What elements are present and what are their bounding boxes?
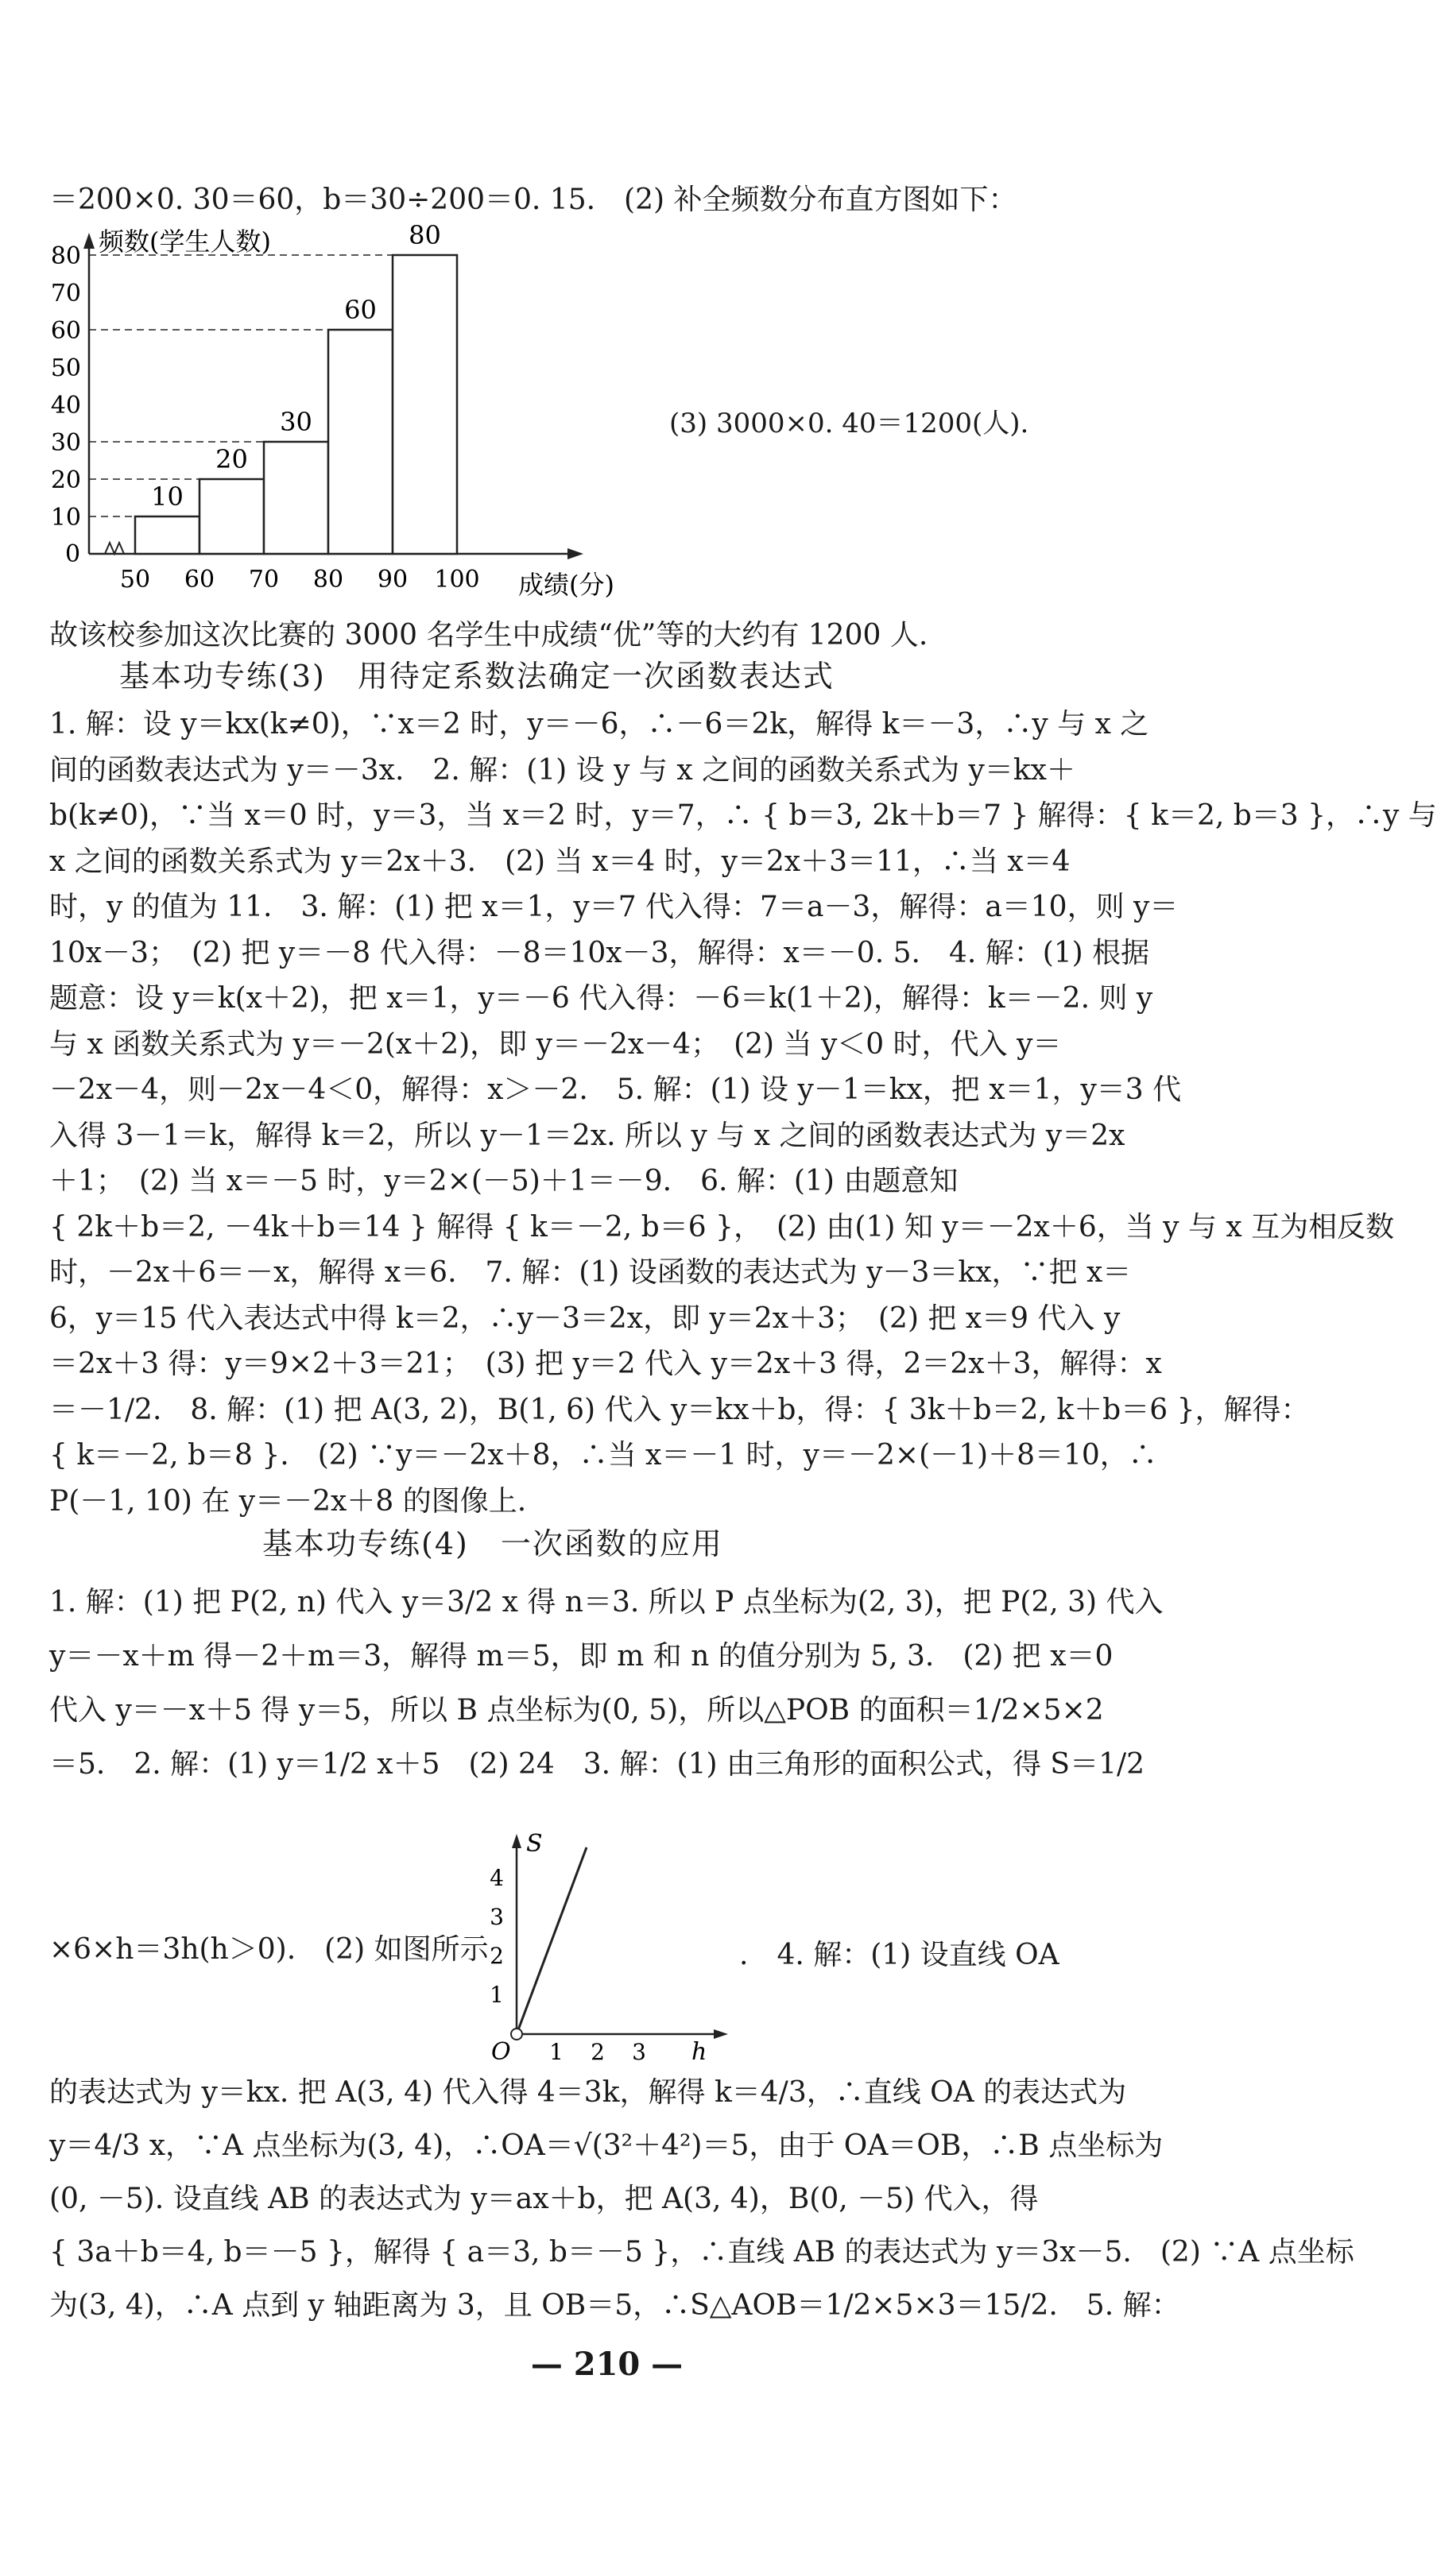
graph-y-tick-4: 4 bbox=[490, 1865, 504, 1891]
part3-text: (3) 3000×0. 40＝1200(人). bbox=[669, 408, 1029, 439]
x-tick-label: 90 bbox=[377, 566, 409, 594]
text-line: 间的函数表达式为 y＝－3x. 2. 解：(1) 设 y 与 x 之间的函数关系式为 y＝kx＋ bbox=[49, 753, 1075, 787]
text-line: { 3a＋b＝4, b＝－5 }，解得 { a＝3, b＝－5 }，∴直线 AB 的表达式为 y＝3x－5. (2) ∵A 点坐标 bbox=[49, 2236, 1354, 2269]
y-tick-label: 50 bbox=[50, 354, 81, 382]
bar-label: 10 bbox=[151, 482, 184, 512]
text-line: y＝－x＋m 得－2＋m＝3，解得 m＝5，即 m 和 n 的值分别为 5, 3. (2) 把 x＝0 bbox=[49, 1640, 1114, 1673]
text-line: P(－1, 10) 在 y＝－2x＋8 的图像上. bbox=[49, 1484, 527, 1518]
intro-line: ＝200×0. 30＝60，b＝30÷200＝0. 15. (2) 补全频数分布直方图如下： bbox=[49, 184, 1017, 216]
graph-y-arrow bbox=[512, 1834, 521, 1848]
bar bbox=[328, 330, 393, 554]
graph-y-tick-3: 3 bbox=[490, 1904, 504, 1930]
text-line: { 2k＋b＝2, －4k＋b＝14 } 解得 { k＝－2, b＝6 }， (2) 由(1) 知 y＝－2x＋6，当 y 与 x 互为相反数 bbox=[49, 1210, 1395, 1244]
graph-line bbox=[517, 1847, 587, 2034]
text-line: 与 x 函数关系式为 y＝－2(x＋2)，即 y＝－2x－4； (2) 当 y＜0 时，代入 y＝ bbox=[49, 1027, 1062, 1061]
x-tick-label: 70 bbox=[248, 566, 280, 594]
text-line: 10x－3； (2) 把 y＝－8 代入得：－8＝10x－3，解得：x＝－0. 5. 4. 解：(1) 根据 bbox=[49, 936, 1150, 969]
bar-label: 80 bbox=[409, 220, 441, 250]
text-line: y＝4/3 x，∵A 点坐标为(3, 4)，∴OA＝√(3²＋4²)＝5，由于 OA＝OB，∴B 点坐标为 bbox=[49, 2129, 1164, 2162]
graph-x-tick-2: 2 bbox=[591, 2039, 605, 2065]
mid-line-right: . 4. 解：(1) 设直线 OA bbox=[739, 1939, 1059, 1971]
graph-y-label: S bbox=[526, 1830, 543, 1858]
text-line: ＝5. 2. 解：(1) y＝1/2 x＋5 (2) 24 3. 解：(1) 由三角形的面积公式，得 S＝1/2 bbox=[49, 1748, 1145, 1781]
text-line: ＝2x＋3 得：y＝9×2＋3＝21； (3) 把 y＝2 代入 y＝2x＋3 得，2＝2x＋3，解得：x bbox=[49, 1348, 1162, 1380]
x-tick-label: 80 bbox=[312, 566, 344, 594]
bar-label: 60 bbox=[344, 295, 377, 325]
graph-x-label: h bbox=[691, 2038, 707, 2066]
y-tick-label: 60 bbox=[50, 317, 81, 345]
y-tick-label: 20 bbox=[50, 466, 81, 494]
bar bbox=[393, 255, 457, 554]
graph-x-tick-1: 1 bbox=[549, 2039, 564, 2065]
text-line: 入得 3－1＝k，解得 k＝2，所以 y－1＝2x. 所以 y 与 x 之间的函数表达式为 y＝2x bbox=[49, 1119, 1125, 1152]
text-line: 题意：设 y＝k(x＋2)，把 x＝1，y＝－6 代入得：－6＝k(1＋2)，解得：k＝－2. 则 y bbox=[49, 982, 1153, 1015]
s-h-graph bbox=[477, 1828, 731, 2066]
text-line: 1. 解：设 y＝kx(k≠0)，∵x＝2 时，y＝－6，∴－6＝2k，解得 k＝－3，∴y 与 x 之 bbox=[49, 708, 1149, 741]
graph-y-tick-2: 2 bbox=[490, 1943, 504, 1969]
x-tick-label: 100 bbox=[434, 566, 480, 594]
bar bbox=[199, 479, 264, 554]
text-line: { k＝－2, b＝8 }. (2) ∵y＝－2x＋8，∴当 x＝－1 时，y＝－2×(－1)＋8＝10，∴ bbox=[49, 1439, 1157, 1472]
text-line: ＋1； (2) 当 x＝－5 时，y＝2×(－5)＋1＝－9. 6. 解：(1) 由题意知 bbox=[49, 1165, 959, 1197]
graph-origin-label: O bbox=[491, 2038, 511, 2066]
text-line: 代入 y＝－x＋5 得 y＝5，所以 B 点坐标为(0, 5)，所以△POB 的面积＝1/2×5×2 bbox=[49, 1694, 1104, 1727]
graph-x-tick-3: 3 bbox=[632, 2039, 646, 2065]
text-line: 为(3, 4)，∴A 点到 y 轴距离为 3，且 OB＝5，∴S△AOB＝1/2×5×3＝15/2. 5. 解： bbox=[49, 2289, 1180, 2322]
x-tick-label: 60 bbox=[184, 566, 215, 594]
origin-label: 0 bbox=[65, 540, 81, 568]
x-axis-label: 成绩(分) bbox=[518, 570, 614, 600]
text-line: 时，－2x＋6＝－x，解得 x＝6. 7. 解：(1) 设函数的表达式为 y－3＝kx，∵把 x＝ bbox=[49, 1256, 1132, 1289]
histogram bbox=[32, 220, 614, 608]
section3-title: 基本功专练(3) 用待定系数法确定一次函数表达式 bbox=[119, 659, 835, 694]
conclusion: 故该校参加这次比赛的 3000 名学生中成绩“优”等的大约有 1200 人. bbox=[49, 619, 928, 652]
graph-origin-point bbox=[511, 2029, 522, 2040]
mid-line-left: ×6×h＝3h(h＞0). (2) 如图所示 bbox=[49, 1933, 489, 1966]
x-axis-arrow bbox=[567, 548, 583, 559]
text-line: x 之间的函数关系式为 y＝2x＋3. (2) 当 x＝4 时，y＝2x＋3＝11，∴当 x＝4 bbox=[49, 845, 1071, 878]
graph-x-arrow bbox=[714, 2029, 728, 2039]
text-line: －2x－4，则－2x－4＜0，解得：x＞－2. 5. 解：(1) 设 y－1＝kx，把 x＝1，y＝3 代 bbox=[49, 1073, 1182, 1106]
text-line: b(k≠0)，∵当 x＝0 时，y＝3，当 x＝2 时，y＝7，∴ { b＝3, 2k＋b＝7 } 解得：{ k＝2, b＝3 }，∴y 与 bbox=[49, 799, 1437, 832]
text-line: 1. 解：(1) 把 P(2, n) 代入 y＝3/2 x 得 n＝3. 所以 P 点坐标为(2, 3)，把 P(2, 3) 代入 bbox=[49, 1586, 1164, 1619]
bar bbox=[135, 516, 199, 554]
bar-label: 30 bbox=[280, 407, 312, 437]
y-tick-label: 70 bbox=[50, 280, 81, 307]
graph-y-tick-1: 1 bbox=[490, 1982, 504, 2008]
section4-title: 基本功专练(4) 一次函数的应用 bbox=[262, 1526, 723, 1561]
bar bbox=[264, 442, 328, 554]
bar-label: 20 bbox=[215, 444, 248, 474]
y-tick-label: 30 bbox=[50, 429, 81, 457]
y-axis-label: 频数(学生人数) bbox=[99, 226, 271, 257]
text-line: (0, －5). 设直线 AB 的表达式为 y＝ax＋b，把 A(3, 4)，B(0, －5) 代入，得 bbox=[49, 2183, 1039, 2215]
text-line: ＝－1/2. 8. 解：(1) 把 A(3, 2)，B(1, 6) 代入 y＝kx＋b，得：{ 3k＋b＝2, k＋b＝6 }，解得： bbox=[49, 1393, 1310, 1426]
page-number: — 210 — bbox=[530, 2346, 684, 2383]
y-tick-label: 40 bbox=[50, 392, 81, 420]
text-line: 6，y＝15 代入表达式中得 k＝2，∴y－3＝2x，即 y＝2x＋3； (2) 把 x＝9 代入 y bbox=[49, 1302, 1121, 1335]
text-line: 时，y 的值为 11. 3. 解：(1) 把 x＝1，y＝7 代入得：7＝a－3，解得：a＝10，则 y＝ bbox=[49, 891, 1179, 923]
y-axis-arrow bbox=[83, 233, 95, 249]
y-tick-label: 10 bbox=[50, 504, 81, 532]
y-tick-label: 80 bbox=[50, 242, 81, 270]
x-tick-label: 50 bbox=[119, 566, 151, 594]
axis-break bbox=[105, 543, 124, 554]
text-line: 的表达式为 y＝kx. 把 A(3, 4) 代入得 4＝3k，解得 k＝4/3，∴直线 OA 的表达式为 bbox=[49, 2076, 1127, 2109]
